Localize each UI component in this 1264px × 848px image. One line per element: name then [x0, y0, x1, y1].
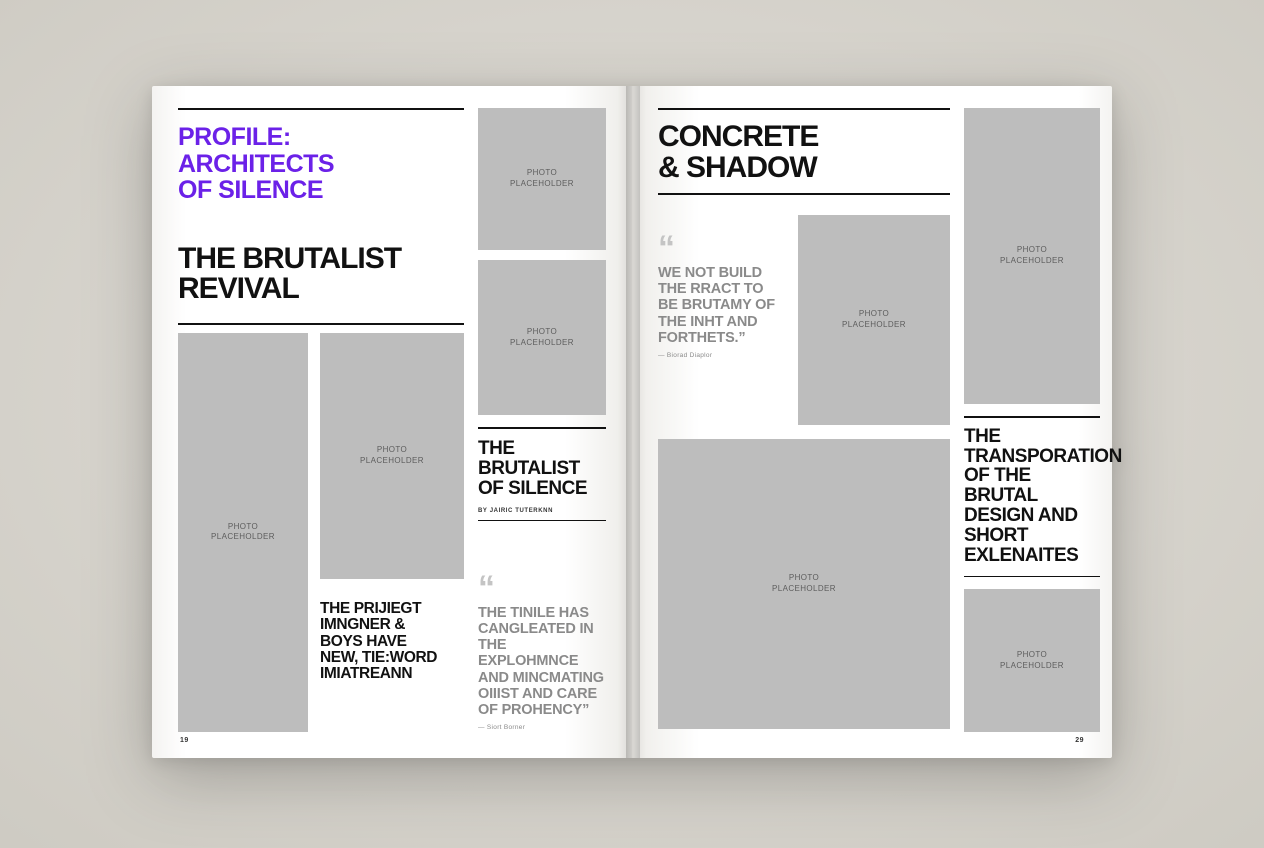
pullquote-line-3: BE BRUTAMY OF: [658, 297, 775, 314]
sidebar-subhead-line-6: SHORT: [964, 525, 1028, 547]
sidebar-subhead-line-5: DESIGN AND: [964, 505, 1078, 527]
pullquote-line-2: THE RRACT TO: [658, 281, 764, 298]
sidebar-subhead-line-1: THE: [478, 438, 515, 459]
headline-line-1: THE BRUTALIST: [178, 241, 402, 275]
page-number-right: 29: [1075, 737, 1084, 744]
photo-label-line1: PHOTO: [1016, 245, 1048, 254]
photo-label-line1: PHOTO: [858, 309, 890, 319]
photo-label-line1: PHOTO: [376, 444, 408, 454]
left-pullquote-block: [478, 568, 606, 732]
page-number-left: 19: [180, 737, 189, 744]
quote-attribution: — Siort Borner: [478, 724, 526, 732]
right-pullquote-block: [658, 215, 786, 425]
photo-placeholder: [478, 260, 606, 415]
headline-line-2: REVIVAL: [178, 272, 299, 306]
pullquote-line-1: WE NOT BUILD: [658, 264, 762, 281]
photo-placeholder: [320, 333, 464, 579]
right-sidebar-column: [964, 108, 1122, 732]
sidebar-subhead-line-2: BRUTALIST: [478, 457, 580, 479]
kicker-line-2: ARCHITECTS: [178, 149, 335, 178]
pullquote-line-5: FORTHETS.”: [658, 329, 746, 346]
sidebar-subhead-line-4: BRUTAL: [964, 485, 1038, 507]
kicker-line-1: PROFILE:: [178, 123, 291, 151]
sidebar-subhead-line-3: OF SILENCE: [478, 477, 588, 499]
right-page: [632, 86, 1122, 758]
left-photo-b-column: [320, 333, 464, 732]
photo-label-line2: PLACEHOLDER: [1000, 255, 1064, 265]
photo-label-line1: PHOTO: [227, 521, 259, 531]
photo-placeholder: [964, 108, 1100, 404]
left-page: [152, 86, 632, 758]
bottom-headline-line-4: NEW, TIE:WORD: [320, 648, 438, 666]
left-sidebar-rule: [478, 427, 606, 429]
photo-placeholder: [798, 215, 950, 425]
bottom-headline-line-5: IMIATREANN: [320, 665, 413, 683]
photo-label-line2: PLACEHOLDER: [510, 179, 574, 188]
right-sidebar-rule-2: [964, 576, 1100, 577]
pullquote-line-1: THE TINILE HAS: [478, 604, 589, 621]
pullquote-line-6: OF PROHENCY”: [478, 702, 590, 719]
byline: BY JAIRIC TUTERKNN: [478, 507, 554, 514]
quote-attribution: — Biorad Diaplor: [658, 352, 713, 360]
photo-placeholder: [658, 439, 950, 729]
pullquote-line-2: CANGLEATED IN: [478, 620, 594, 637]
left-sidebar-column: [478, 108, 606, 732]
left-headline-rule: [178, 323, 464, 325]
photo-label-line2: PLACEHOLDER: [211, 532, 275, 542]
pullquote-line-5: OIIIST AND CARE: [478, 685, 597, 702]
right-headline-rule: [658, 193, 950, 195]
sidebar-subhead-line-7: EXLENAITES: [964, 545, 1079, 567]
quote-mark-icon: “: [658, 229, 675, 268]
right-quote-row: [658, 215, 950, 425]
right-main-column: [658, 108, 950, 732]
left-sidebar-subhead: [478, 439, 606, 499]
photo-label-line2: PLACEHOLDER: [772, 584, 836, 594]
headline-line-1: CONCRETE: [658, 120, 819, 153]
magazine-spread: [152, 86, 1122, 758]
photo-label-line2: PLACEHOLDER: [842, 320, 906, 330]
right-sidebar-subhead: [964, 425, 1122, 567]
left-kicker-block: [178, 124, 464, 204]
photo-label-line2: PLACEHOLDER: [1000, 660, 1064, 670]
photo-label-line2: PLACEHOLDER: [360, 455, 424, 465]
quote-mark-icon: “: [478, 568, 495, 607]
sidebar-subhead-line-2: TRANSPORATION: [964, 445, 1122, 467]
bottom-headline-line-2: IMNGNER &: [320, 616, 406, 634]
headline-line-2: & SHADOW: [658, 150, 817, 184]
photo-label-line1: PHOTO: [526, 326, 558, 336]
left-byline-rule: [478, 520, 606, 521]
photo-placeholder: [478, 108, 606, 250]
photo-placeholder: [964, 589, 1100, 732]
left-main-column: [178, 108, 464, 732]
photo-label-line1: PHOTO: [788, 573, 820, 583]
left-headline-block: [178, 241, 464, 306]
pullquote-line-4: AND MINCMATING: [478, 669, 604, 686]
photo-label-line1: PHOTO: [526, 168, 558, 178]
sidebar-subhead-line-1: THE: [964, 425, 1001, 447]
bottom-headline-line-3: BOYS HAVE: [320, 632, 407, 650]
bottom-headline-line-1: THE PRIJIEGT: [320, 599, 422, 617]
photo-label-line2: PLACEHOLDER: [510, 337, 574, 347]
kicker-line-3: OF SILENCE: [178, 176, 324, 204]
right-sidebar-rule: [964, 416, 1100, 418]
sidebar-subhead-line-3: OF THE: [964, 465, 1031, 487]
photo-label-line1: PHOTO: [1016, 649, 1048, 659]
right-headline-block: [658, 122, 950, 183]
left-bottom-headline: [320, 601, 464, 683]
photo-placeholder: [178, 333, 308, 732]
pullquote-line-3: THE EXPLOHMNCE: [478, 637, 579, 670]
right-top-rule: [658, 108, 950, 110]
left-top-rule: [178, 108, 464, 110]
left-photo-row: [178, 333, 464, 732]
pullquote-line-4: THE INHT AND: [658, 313, 758, 330]
